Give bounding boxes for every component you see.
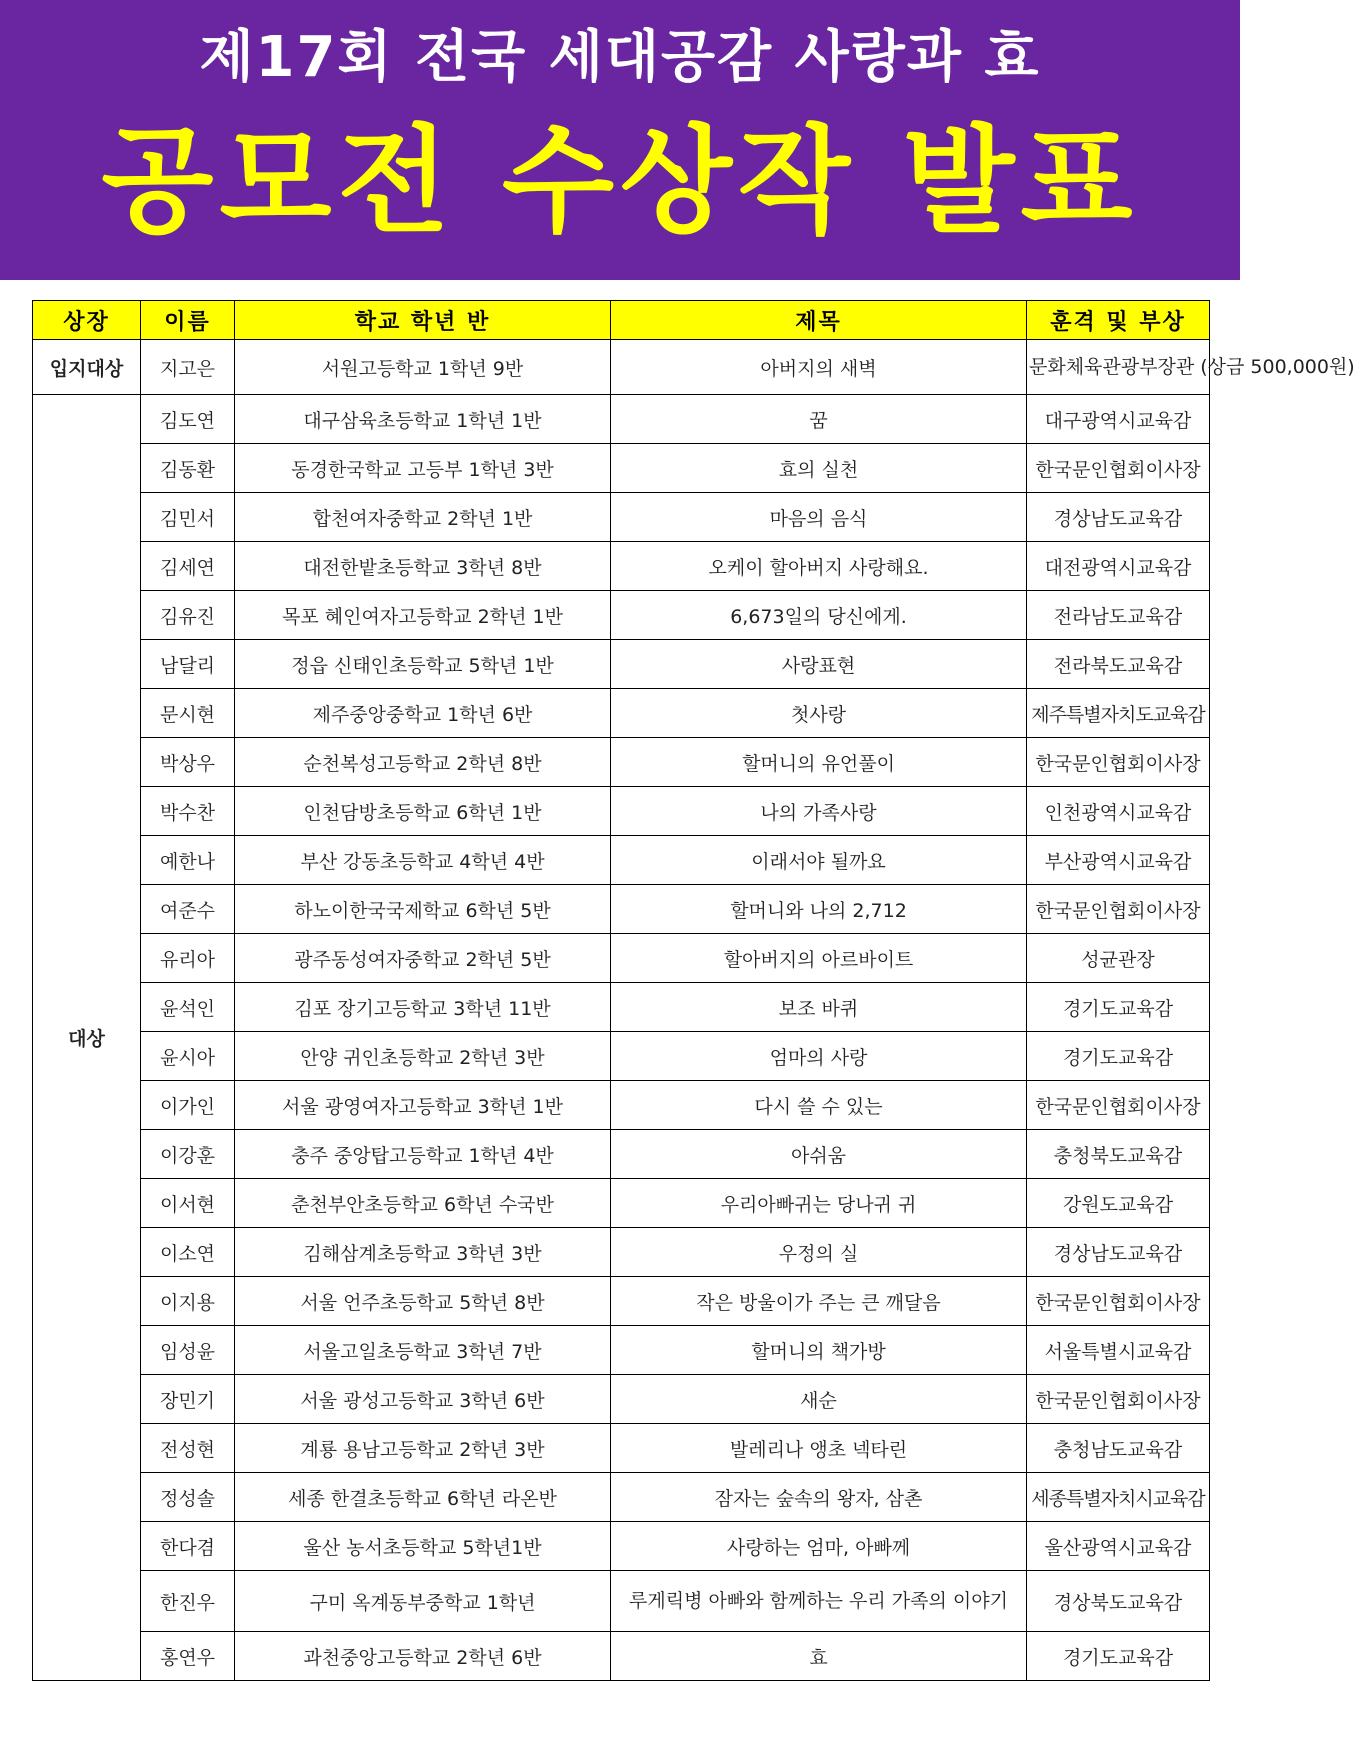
winner-name: 전성현 bbox=[141, 1424, 235, 1473]
winner-name: 윤석인 bbox=[141, 983, 235, 1032]
work-title: 첫사랑 bbox=[611, 689, 1027, 738]
winner-school: 순천복성고등학교 2학년 8반 bbox=[235, 738, 611, 787]
table-row bbox=[33, 1375, 1210, 1424]
grand-prize-label: 입지대상 bbox=[33, 340, 141, 395]
winner-name: 장민기 bbox=[141, 1375, 235, 1424]
winner-school: 서울 언주초등학교 5학년 8반 bbox=[235, 1277, 611, 1326]
table-row bbox=[33, 689, 1210, 738]
winner-name: 김유진 bbox=[141, 591, 235, 640]
winner-school: 김해삼계초등학교 3학년 3반 bbox=[235, 1228, 611, 1277]
table-row bbox=[33, 1081, 1210, 1130]
winner-school: 인천담방초등학교 6학년 1반 bbox=[235, 787, 611, 836]
winner-name: 홍연우 bbox=[141, 1632, 235, 1681]
award-detail: 경상남도교육감 bbox=[1027, 493, 1210, 542]
work-title: 효 bbox=[611, 1632, 1027, 1681]
award-detail: 문화체육관광부장관 (상금 500,000원) bbox=[1027, 340, 1210, 395]
winner-name: 예한나 bbox=[141, 836, 235, 885]
work-title: 우리아빠귀는 당나귀 귀 bbox=[611, 1179, 1027, 1228]
winner-name: 정성솔 bbox=[141, 1473, 235, 1522]
award-detail: 경기도교육감 bbox=[1027, 1032, 1210, 1081]
award-detail: 경상남도교육감 bbox=[1027, 1228, 1210, 1277]
award-detail: 충청북도교육감 bbox=[1027, 1130, 1210, 1179]
table-row bbox=[33, 1522, 1210, 1571]
award-detail: 성균관장 bbox=[1027, 934, 1210, 983]
winner-name: 김민서 bbox=[141, 493, 235, 542]
grand-prize-row bbox=[33, 340, 1210, 395]
work-title: 할아버지의 아르바이트 bbox=[611, 934, 1027, 983]
column-header-name: 이름 bbox=[141, 301, 235, 340]
work-title: 나의 가족사랑 bbox=[611, 787, 1027, 836]
winner-school: 세종 한결초등학교 6학년 라온반 bbox=[235, 1473, 611, 1522]
winner-school: 서울 광영여자고등학교 3학년 1반 bbox=[235, 1081, 611, 1130]
table-row bbox=[33, 1632, 1210, 1681]
work-title: 사랑표현 bbox=[611, 640, 1027, 689]
award-detail: 세종특별자치시교육감 bbox=[1027, 1473, 1210, 1522]
work-title: 할머니의 유언풀이 bbox=[611, 738, 1027, 787]
winner-school: 목포 혜인여자고등학교 2학년 1반 bbox=[235, 591, 611, 640]
award-detail: 울산광역시교육감 bbox=[1027, 1522, 1210, 1571]
work-title: 우정의 실 bbox=[611, 1228, 1027, 1277]
winner-name: 지고은 bbox=[141, 340, 235, 395]
award-detail: 한국문인협회이사장 bbox=[1027, 885, 1210, 934]
winner-school: 대전한밭초등학교 3학년 8반 bbox=[235, 542, 611, 591]
table-row bbox=[33, 1032, 1210, 1081]
table-row bbox=[33, 1130, 1210, 1179]
work-title: 오케이 할아버지 사랑해요. bbox=[611, 542, 1027, 591]
winner-name: 여준수 bbox=[141, 885, 235, 934]
award-detail: 한국문인협회이사장 bbox=[1027, 1081, 1210, 1130]
winner-name: 김세연 bbox=[141, 542, 235, 591]
award-detail: 경기도교육감 bbox=[1027, 983, 1210, 1032]
award-detail: 인천광역시교육감 bbox=[1027, 787, 1210, 836]
winner-name: 김동환 bbox=[141, 444, 235, 493]
table-row bbox=[33, 1179, 1210, 1228]
work-title: 루게릭병 아빠와 함께하는 우리 가족의 이야기 bbox=[611, 1571, 1027, 1632]
winner-name: 박상우 bbox=[141, 738, 235, 787]
winner-name: 박수찬 bbox=[141, 787, 235, 836]
winner-name: 한다겸 bbox=[141, 1522, 235, 1571]
winner-name: 김도연 bbox=[141, 395, 235, 444]
work-title: 작은 방울이가 주는 큰 깨달음 bbox=[611, 1277, 1027, 1326]
winner-school: 춘천부안초등학교 6학년 수국반 bbox=[235, 1179, 611, 1228]
award-detail: 한국문인협회이사장 bbox=[1027, 1277, 1210, 1326]
winner-school: 하노이한국국제학교 6학년 5반 bbox=[235, 885, 611, 934]
winner-name: 한진우 bbox=[141, 1571, 235, 1632]
winner-name: 이지용 bbox=[141, 1277, 235, 1326]
work-title: 이래서야 될까요 bbox=[611, 836, 1027, 885]
award-detail: 경상북도교육감 bbox=[1027, 1571, 1210, 1632]
work-title: 6,673일의 당신에게. bbox=[611, 591, 1027, 640]
award-detail: 서울특별시교육감 bbox=[1027, 1326, 1210, 1375]
winner-school: 서원고등학교 1학년 9반 bbox=[235, 340, 611, 395]
table-row bbox=[33, 395, 1210, 444]
winner-school: 광주동성여자중학교 2학년 5반 bbox=[235, 934, 611, 983]
award-detail: 경기도교육감 bbox=[1027, 1632, 1210, 1681]
award-detail: 한국문인협회이사장 bbox=[1027, 1375, 1210, 1424]
work-title: 효의 실천 bbox=[611, 444, 1027, 493]
table-row bbox=[33, 1228, 1210, 1277]
winner-name: 이서현 bbox=[141, 1179, 235, 1228]
table-row bbox=[33, 493, 1210, 542]
winner-school: 서울 광성고등학교 3학년 6반 bbox=[235, 1375, 611, 1424]
header-banner bbox=[0, 0, 1240, 280]
award-detail: 한국문인협회이사장 bbox=[1027, 738, 1210, 787]
work-title: 다시 쓸 수 있는 bbox=[611, 1081, 1027, 1130]
table-row bbox=[33, 591, 1210, 640]
winner-school: 구미 옥계동부중학교 1학년 bbox=[235, 1571, 611, 1632]
awards-table bbox=[32, 300, 1355, 1681]
winner-name: 남달리 bbox=[141, 640, 235, 689]
winner-school: 합천여자중학교 2학년 1반 bbox=[235, 493, 611, 542]
award-detail: 한국문인협회이사장 bbox=[1027, 444, 1210, 493]
winner-name: 유리아 bbox=[141, 934, 235, 983]
table-row bbox=[33, 444, 1210, 493]
column-header-title: 제목 bbox=[611, 301, 1027, 340]
contest-subtitle: 제17회 전국 세대공감 사랑과 효 bbox=[199, 25, 1041, 90]
work-title: 마음의 음식 bbox=[611, 493, 1027, 542]
column-header-school: 학교 학년 반 bbox=[235, 301, 611, 340]
winner-name: 임성윤 bbox=[141, 1326, 235, 1375]
winner-school: 정읍 신태인초등학교 5학년 1반 bbox=[235, 640, 611, 689]
table-row bbox=[33, 542, 1210, 591]
winner-school: 울산 농서초등학교 5학년1반 bbox=[235, 1522, 611, 1571]
winner-school: 안양 귀인초등학교 2학년 3반 bbox=[235, 1032, 611, 1081]
winner-school: 동경한국학교 고등부 1학년 3반 bbox=[235, 444, 611, 493]
table-row bbox=[33, 1424, 1210, 1473]
table-row bbox=[33, 983, 1210, 1032]
award-detail: 충청남도교육감 bbox=[1027, 1424, 1210, 1473]
winner-name: 이강훈 bbox=[141, 1130, 235, 1179]
winner-school: 충주 중앙탑고등학교 1학년 4반 bbox=[235, 1130, 611, 1179]
table-row bbox=[33, 1326, 1210, 1375]
column-header-prize: 상장 bbox=[33, 301, 141, 340]
award-detail: 부산광역시교육감 bbox=[1027, 836, 1210, 885]
work-title: 아쉬움 bbox=[611, 1130, 1027, 1179]
winner-name: 문시현 bbox=[141, 689, 235, 738]
work-title: 꿈 bbox=[611, 395, 1027, 444]
winner-name: 이소연 bbox=[141, 1228, 235, 1277]
table-row bbox=[33, 1571, 1210, 1632]
work-title: 새순 bbox=[611, 1375, 1027, 1424]
work-title: 사랑하는 엄마, 아빠께 bbox=[611, 1522, 1027, 1571]
award-detail: 대구광역시교육감 bbox=[1027, 395, 1210, 444]
winner-name: 이가인 bbox=[141, 1081, 235, 1130]
work-title: 할머니와 나의 2,712 bbox=[611, 885, 1027, 934]
table-row bbox=[33, 1277, 1210, 1326]
award-detail: 전라남도교육감 bbox=[1027, 591, 1210, 640]
table-row bbox=[33, 836, 1210, 885]
award-detail: 전라북도교육감 bbox=[1027, 640, 1210, 689]
work-title: 아버지의 새벽 bbox=[611, 340, 1027, 395]
winner-school: 김포 장기고등학교 3학년 11반 bbox=[235, 983, 611, 1032]
table-row bbox=[33, 934, 1210, 983]
work-title: 엄마의 사랑 bbox=[611, 1032, 1027, 1081]
winner-school: 제주중앙중학교 1학년 6반 bbox=[235, 689, 611, 738]
work-title: 발레리나 앵초 넥타린 bbox=[611, 1424, 1027, 1473]
award-detail: 강원도교육감 bbox=[1027, 1179, 1210, 1228]
main-prize-label: 대상 bbox=[33, 395, 141, 1681]
table-row bbox=[33, 738, 1210, 787]
work-title: 잠자는 숲속의 왕자, 삼촌 bbox=[611, 1473, 1027, 1522]
work-title: 할머니의 책가방 bbox=[611, 1326, 1027, 1375]
winner-school: 과천중앙고등학교 2학년 6반 bbox=[235, 1632, 611, 1681]
winner-school: 대구삼육초등학교 1학년 1반 bbox=[235, 395, 611, 444]
table-header-row bbox=[33, 301, 1210, 340]
winner-school: 서울고일초등학교 3학년 7반 bbox=[235, 1326, 611, 1375]
winner-school: 계룡 용남고등학교 2학년 3반 bbox=[235, 1424, 611, 1473]
table-row bbox=[33, 1473, 1210, 1522]
announcement-title: 공모전 수상작 발표 bbox=[101, 114, 1139, 249]
column-header-award: 훈격 및 부상 bbox=[1027, 301, 1210, 340]
award-detail: 대전광역시교육감 bbox=[1027, 542, 1210, 591]
table-row bbox=[33, 787, 1210, 836]
winner-school: 부산 강동초등학교 4학년 4반 bbox=[235, 836, 611, 885]
table-row bbox=[33, 640, 1210, 689]
table-row bbox=[33, 885, 1210, 934]
work-title: 보조 바퀴 bbox=[611, 983, 1027, 1032]
winner-name: 윤시아 bbox=[141, 1032, 235, 1081]
award-detail: 제주특별자치도교육감 bbox=[1027, 689, 1210, 738]
